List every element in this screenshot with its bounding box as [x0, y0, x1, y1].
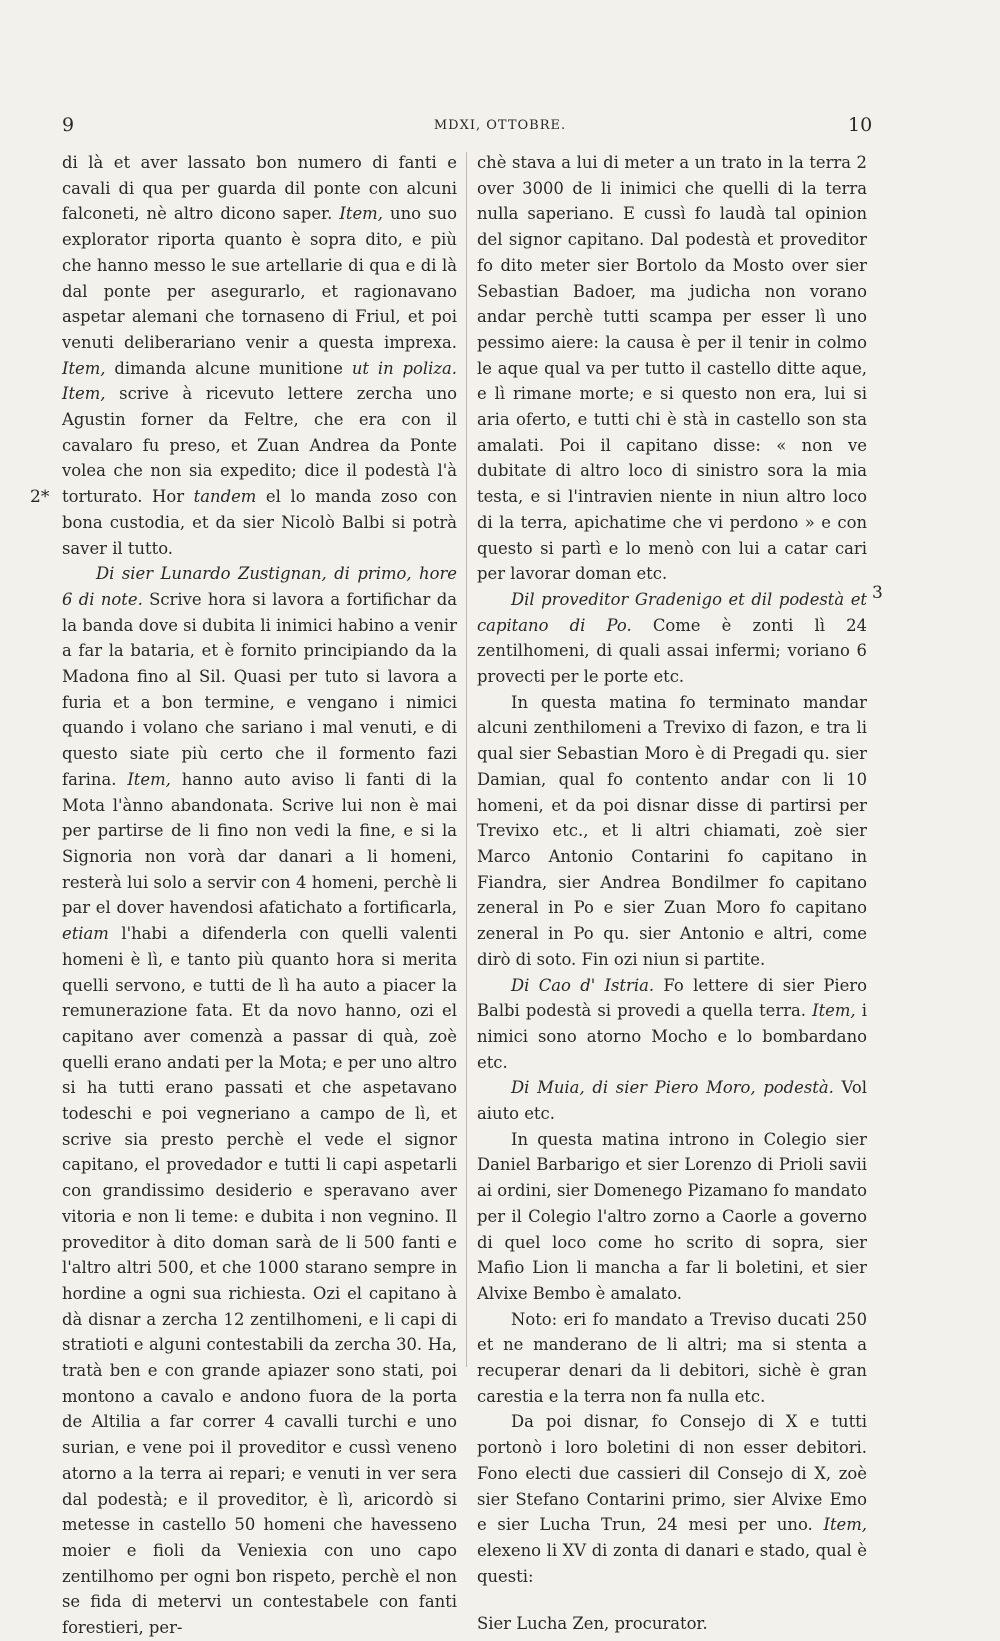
paragraph: Di Cao d' Istria. Fo lettere di sier Piero Balbi podestà si provedi a quella terra. Item, i nimici sono atorno Mocho e lo bombardano etc.	[477, 975, 867, 1072]
paragraph: Di sier Lunardo Zustignan, di primo, hore 6 di note. Scrive hora si lavora a fortifichar da la banda dove si dubita li inimici habino a venir a far la bataria, et è fornito principiando da la Madona fino al Sil. Quasi per tuto si lavora a furia et a bon termine, e vengano i nimici quando i volano che sariano i mal venuti, e di questo siate più certo che il formento fazi farina. Item, hanno auto aviso li fanti di la Mota l'ànno abandonata. Scrive lui non è mai per partirse de li fino non vedi la fine, e si la Signoria non vorà dar danari a li homeni, resterà lui solo a servir con 4 homeni, perchè li par el dover havendosi afatichato a fortificarla, etiam l'habi a difenderla con quelli valenti homeni è lì, e tanto più quanto hora si merita quelli servono, e tutti de lì ha auto a piacer la remunerazione fata. Et da novo hanno, ozi el capitano aver comenzà a passar di quà, zoè quelli erano andati per la Mota; e per uno altro si ha tutti erano passati et che aspetavano todeschi e poi vegneriano a campo de lì, et scrive sia presto perchè el vede el signor capitano, el provedador e tutti li capi aspetarli con grandissimo desiderio e speravano aver vitoria e non li teme: e dubita i non vegnino. Il proveditor à dito doman sarà de li 500 fanti e l'altro altri 500, et che 1000 starano sempre in hordine a ogni sua richiesta. Ozi el capitano à dà disnar a zercha 12 zentilhomeni, e li capi di stratioti e alguni contestabili da zercha 30. Ha, tratà ben e con grande apiazer sono stati, poi montono a cavalo e andono fuora de la porta de Altilia a far correr 4 cavalli turchi e uno surian, e vene poi il proveditor e cussì veneno atorno a la terra ai repari; e venuti in ver sera dal podestà; e il proveditor, è lì, aricordò si metesse in castello 50 homeni che havesseno moier e fioli da Veniexia con uno capo zentilhomo per ogni bon rispeto, perchè el non se fida di metervi un contestabele con fanti forestieri, per-	[62, 564, 457, 1638]
paragraph: Sier Lucha Zen, procurator.	[477, 1614, 708, 1634]
paragraph: In questa matina introno in Colegio sier Daniel Barbarigo et sier Lorenzo di Prioli savii ai ordini, sier Domenego Pizamano fo mandato per il Colegio l'altro zorno a Caorle a governo di quel loco come ho scrito di sopra, sier Mafio Lion li mancha a far li boletini, et sier Alvixe Bembo è amalato.	[477, 1129, 867, 1303]
paragraph: di là et aver lassato bon numero di fanti e cavali di qua per guarda dil ponte con alcuni falconeti, nè altro dicono saper. Item, uno suo explorator riporta quanto è sopra dito, e più che hanno messo le sue artellarie di qua e di là dal ponte per asegurarlo, et ragionavano aspetar alemani che tornaseno di Friul, et poi venuti deliberariano venir a questa imprexa. Item, dimanda alcune munitione ut in poliza. Item, scrive à ricevuto lettere zercha uno Agustin forner da Feltre, che era con il cavalaro fu preso, et Zuan Andrea da Ponte volea che non sia expedito; dice il podestà l'à torturato. Hor tandem el lo manda zoso con bona custodia, et da sier Nicolò Balbi si potrà saver il tutto.	[62, 153, 457, 558]
page-number-right: 10	[848, 114, 873, 136]
left-column	[62, 150, 457, 1641]
column-divider	[466, 152, 467, 1367]
margin-note-right: 3	[872, 583, 883, 603]
paragraph: Dil proveditor Gradenigo et dil podestà et capitano di Po. Come è zonti lì 24 zentilhomeni, di quali assai infermi; voriano 6 provecti per le porte etc.	[477, 589, 868, 687]
page-header	[0, 112, 1000, 142]
entry-heading: Di sier Lunardo Zustignan, di primo, hore 6 di note.	[62, 564, 457, 609]
margin-note-left: 2*	[30, 487, 50, 507]
entry-heading: Di Muia, di sier Piero Moro, podestà.	[511, 1078, 834, 1098]
paragraph: Noto: eri fo mandato a Treviso ducati 250 et ne manderano de li altri; ma si stenta a recuperar denari da li debitori, sichè è gran carestia e la terra non fa nulla etc.	[477, 1309, 867, 1406]
page-number-left: 9	[62, 114, 75, 136]
entry-heading: Di Cao d' Istria.	[511, 975, 655, 995]
entry-heading: Dil proveditor Gradenigo et dil podestà et capitano di Po.	[477, 589, 867, 635]
paragraph: Di Muia, di sier Piero Moro, podestà. Vol aiuto etc.	[477, 1078, 868, 1124]
paragraph: In questa matina fo terminato mandar alcuni zenthilomeni a Trevixo di fazon, e tra li qual sier Sebastian Moro è di Pregadi qu. sier Damian, qual fo contento andar con li 10 homeni, et da poi disnar disse di partirsi per Trevixo etc., et li altri chiamati, zoè sier Marco Antonio Contarini fo capitano in Fiandra, sier Andrea Bondilmer fo capitano zeneral in Po e sier Zuan Moro fo capitano zeneral in Po qu. sier Antonio e altri, come dirò di soto. Fin ozi niun si partite.	[477, 692, 867, 969]
paragraph: chè stava a lui di meter a un trato in la terra 2 over 3000 de li inimici che quelli di la terra nulla saperiano. E cussì fo laudà tal opinion del signor capitano. Dal podestà et proveditor fo dito meter sier Bortolo da Mosto over sier Sebastian Badoer, ma judicha non vorano andar perchè tutti scampa per esser lì uno pessimo aiere: la causa è per il tenir in colmo le aque qual va per tutto il castello ditte aque, e lì rimane morte; e si questo non era, lui si aria oferto, e tutti chi è stà in castello son sta amalati. Poi il capitano disse: « non ve dubitate di altro loco di sinistro sora la mia testa, e si l'intravien niente in niun altro loco di la terra, apichatime che vi perdono » e con questo si partì e lo menò con lui a catar cari per lavorar doman etc.	[477, 153, 867, 584]
paragraph: Da poi disnar, fo Consejo di X e tutti portonò i loro boletini di non esser debitori. Fono electi due cassieri dil Consejo di X, zoè sier Stefano Contarini primo, sier Alvixe Emo e sier Lucha Trun, 24 mesi per uno. Item, elexeno li XV di zonta di danari e stado, qual è questi:	[477, 1412, 867, 1586]
right-column	[477, 150, 867, 1637]
running-title: MDXI, OTTOBRE.	[433, 118, 567, 133]
